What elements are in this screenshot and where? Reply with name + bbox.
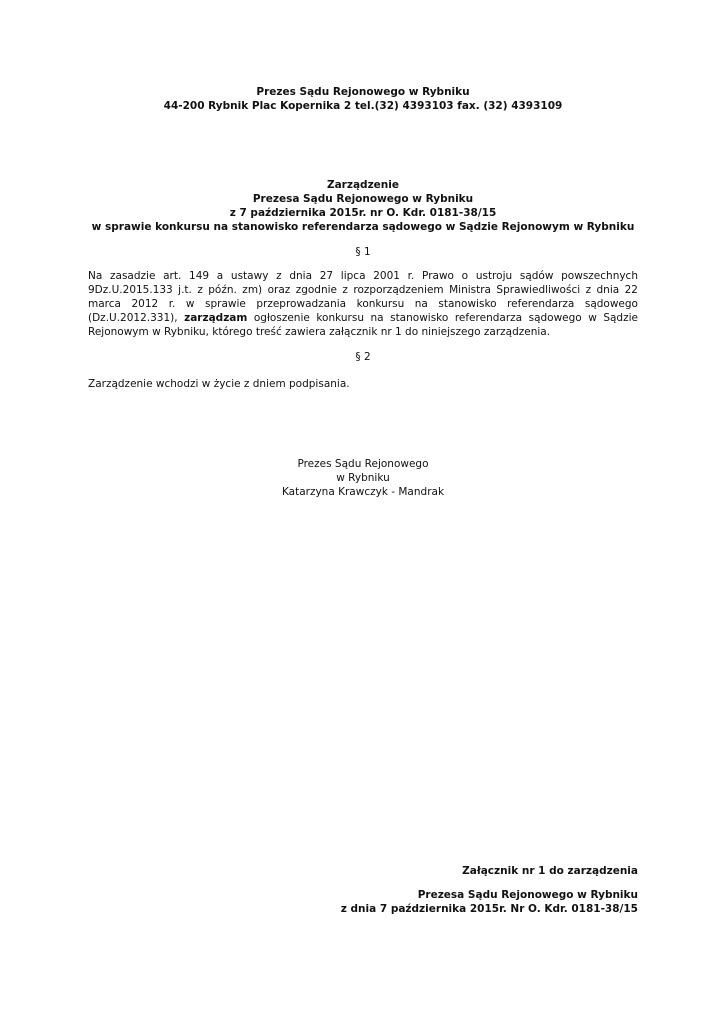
title-line-4: w sprawie konkursu na stanowisko referendarza sądowego w Sądzie Rejonowym w Rybniku: [91, 221, 635, 233]
title-line-2: Prezesa Sądu Rejonowego w Rybniku: [252, 193, 474, 205]
annex-reference-line-2: z dnia 7 października 2015r. Nr O. Kdr. 0181-38/15: [340, 903, 638, 915]
section-1-bold-word: zarządzam: [184, 312, 248, 324]
title-line-1: Zarządzenie: [326, 179, 400, 191]
title-line-3: z 7 października 2015r. nr O. Kdr. 0181-38/15: [229, 207, 497, 219]
annex-reference: [238, 888, 638, 916]
signature-block: [88, 457, 638, 499]
section-2-sign: § 2: [355, 351, 371, 363]
section-1-sign: § 1: [355, 246, 371, 258]
court-address: 44-200 Rybnik Plac Kopernika 2 tel.(32) 4393103 fax. (32) 4393109: [163, 100, 563, 112]
annex-heading: Załącznik nr 1 do zarządzenia: [462, 865, 638, 877]
annex-reference-line-1: Prezesa Sądu Rejonowego w Rybniku: [417, 889, 638, 901]
section-1-text-before: Na zasadzie art. 149 a ustawy z dnia 27 lipca 2001 r. Prawo o ustroju sądów powszechnych 9Dz.U.2015.133 j.t. z późn. zm) oraz zgodnie z rozporządzeniem Ministra Sprawiedliwości z dnia 22 marca 2012 r. w sprawie przeprowadzania konkursu na stanowisko referendarza sądowego (Dz.U.2012.331),: [88, 270, 638, 324]
document-title: [88, 178, 638, 234]
section-1-text-after: ogłoszenie konkursu na stanowisko referendarza sądowego w Sądzie Rejonowym w Rybniku, którego treść zawiera załącznik nr 1 do niniejszego zarządzenia.: [88, 312, 638, 338]
letterhead: [88, 85, 638, 113]
signature-name: Katarzyna Krawczyk - Mandrak: [281, 486, 445, 498]
signature-line-1: Prezes Sądu Rejonowego: [297, 458, 429, 470]
section-2-text: Zarządzenie wchodzi w życie z dniem podpisania.: [88, 378, 350, 390]
court-name: Prezes Sądu Rejonowego w Rybniku: [256, 86, 470, 98]
signature-line-2: w Rybniku: [336, 472, 390, 484]
section-1-text: [88, 269, 638, 339]
